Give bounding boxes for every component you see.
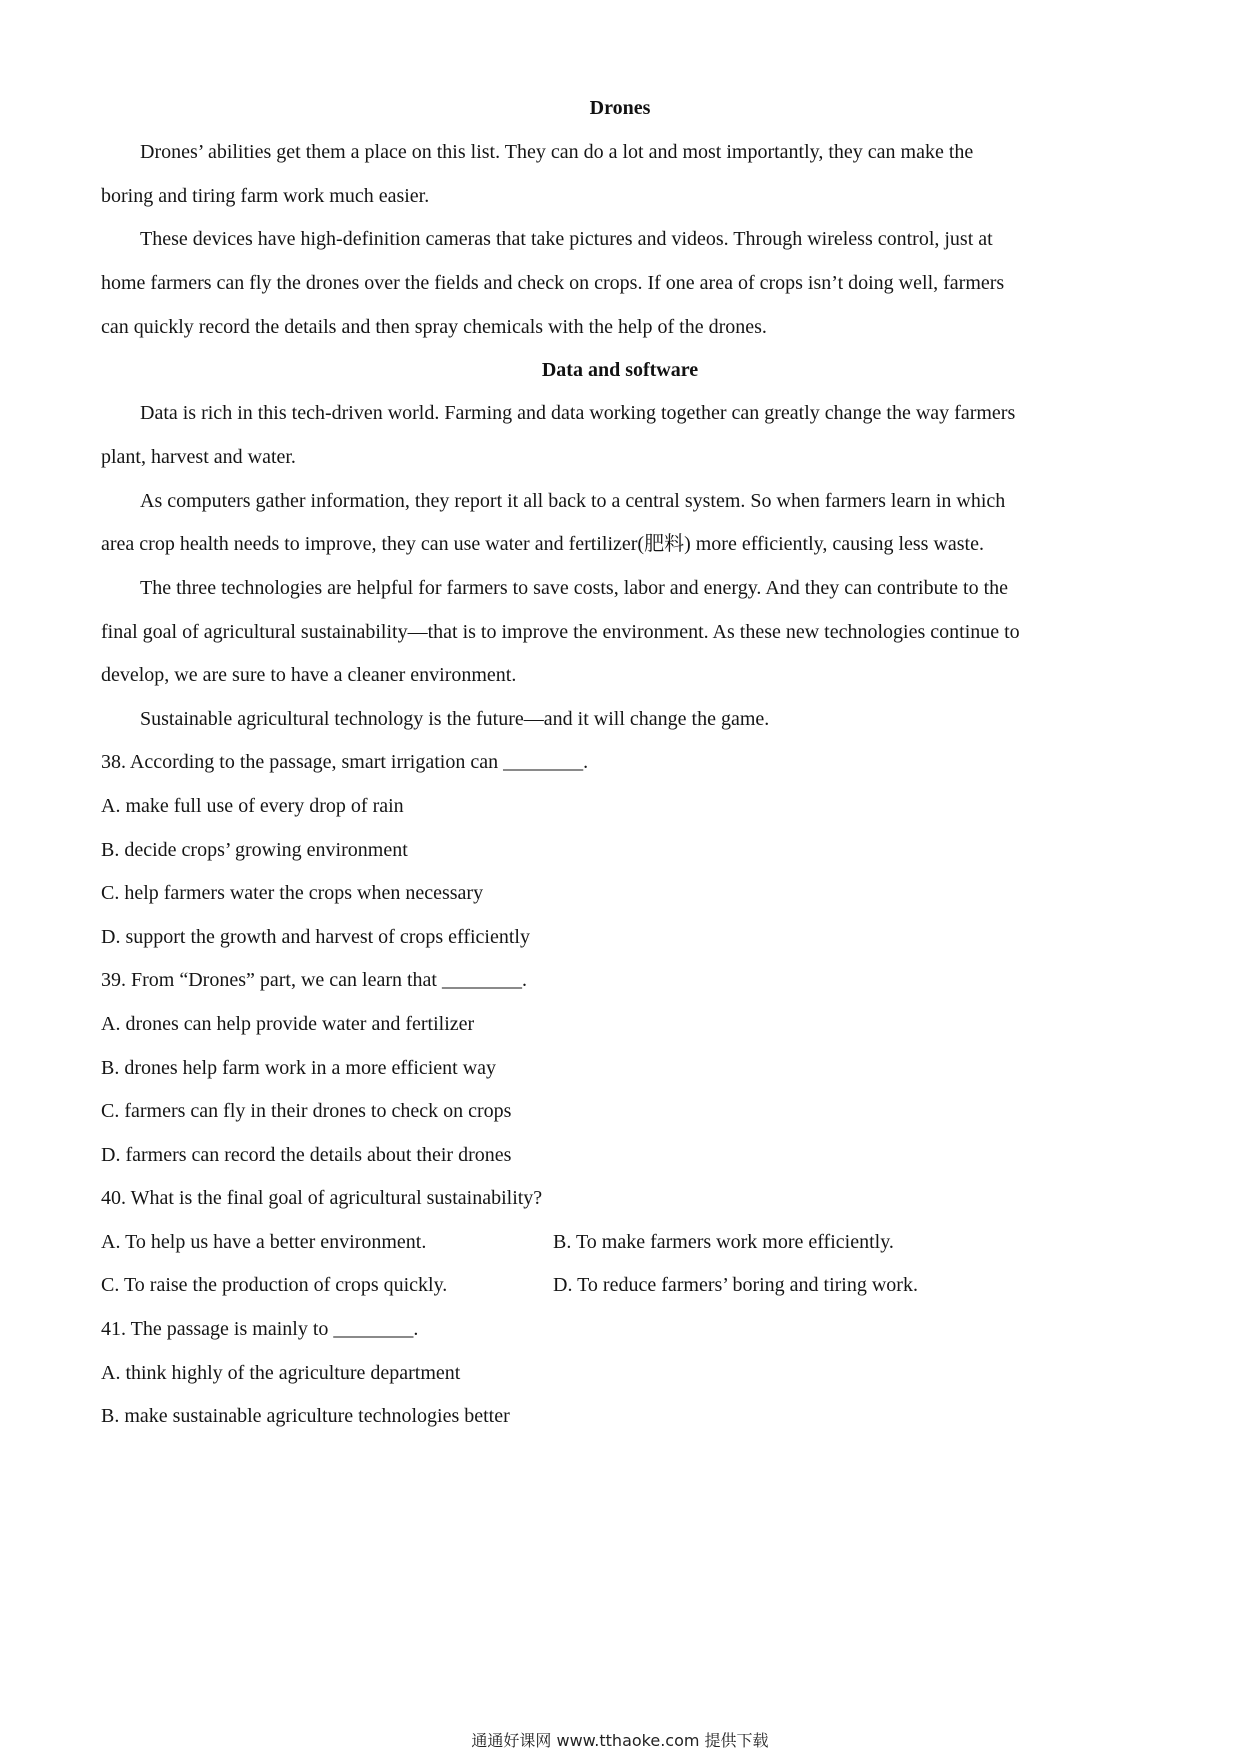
paragraph-line: As computers gather information, they report it all back to a central system. So when farmers learn in which bbox=[140, 490, 1006, 512]
paragraph-line: plant, harvest and water. bbox=[101, 446, 296, 468]
option-40-a: A. To help us have a better environment. bbox=[101, 1231, 427, 1253]
paragraph-line: Drones’ abilities get them a place on this list. They can do a lot and most importantly, they can make the bbox=[140, 141, 974, 163]
option-41-b: B. make sustainable agriculture technologies better bbox=[101, 1405, 510, 1427]
option-38-d: D. support the growth and harvest of crops efficiently bbox=[101, 926, 530, 948]
section-heading-data-and-software: Data and software bbox=[541, 359, 699, 381]
section-heading-drones: Drones bbox=[589, 97, 651, 119]
paragraph-line: The three technologies are helpful for farmers to save costs, labor and energy. And they can contribute to the bbox=[140, 577, 1009, 599]
paragraph-line: boring and tiring farm work much easier. bbox=[101, 185, 430, 207]
question-stem-38: 38. According to the passage, smart irrigation can ________. bbox=[101, 751, 589, 773]
option-40-d: D. To reduce farmers’ boring and tiring work. bbox=[553, 1274, 918, 1296]
option-38-b: B. decide crops’ growing environment bbox=[101, 839, 408, 861]
option-39-a: A. drones can help provide water and fertilizer bbox=[101, 1013, 475, 1035]
paragraph-line: Sustainable agricultural technology is the future—and it will change the game. bbox=[140, 708, 770, 730]
page-footer: 通通好课网 www.tthaoke.com 提供下载 bbox=[471, 1731, 769, 1750]
paragraph-line: Data is rich in this tech-driven world. Farming and data working together can greatly change the way farmers bbox=[140, 402, 1016, 424]
paragraph-line: area crop health needs to improve, they can use water and fertilizer(肥料) more efficiently, causing less waste. bbox=[101, 533, 984, 555]
paragraph-line: develop, we are sure to have a cleaner environment. bbox=[101, 664, 517, 686]
option-39-b: B. drones help farm work in a more efficient way bbox=[101, 1057, 497, 1079]
option-41-a: A. think highly of the agriculture department bbox=[101, 1362, 461, 1384]
option-38-c: C. help farmers water the crops when necessary bbox=[101, 882, 484, 904]
question-stem-40: 40. What is the final goal of agricultural sustainability? bbox=[101, 1187, 543, 1209]
option-39-c: C. farmers can fly in their drones to check on crops bbox=[101, 1100, 512, 1122]
option-38-a: A. make full use of every drop of rain bbox=[101, 795, 404, 817]
paragraph-line: home farmers can fly the drones over the fields and check on crops. If one area of crops isn’t doing well, farmers bbox=[101, 272, 1005, 294]
question-stem-39: 39. From “Drones” part, we can learn that ________. bbox=[101, 969, 527, 991]
question-stem-41: 41. The passage is mainly to ________. bbox=[101, 1318, 419, 1340]
option-40-b: B. To make farmers work more efficiently. bbox=[553, 1231, 894, 1253]
paragraph-line: These devices have high-definition cameras that take pictures and videos. Through wireless control, just at bbox=[140, 228, 993, 250]
paragraph-line: can quickly record the details and then spray chemicals with the help of the drones. bbox=[101, 316, 767, 338]
option-40-c: C. To raise the production of crops quickly. bbox=[101, 1274, 448, 1296]
paragraph-line: final goal of agricultural sustainability—that is to improve the environment. As these new technologies continue to bbox=[101, 621, 1020, 643]
option-39-d: D. farmers can record the details about their drones bbox=[101, 1144, 512, 1166]
